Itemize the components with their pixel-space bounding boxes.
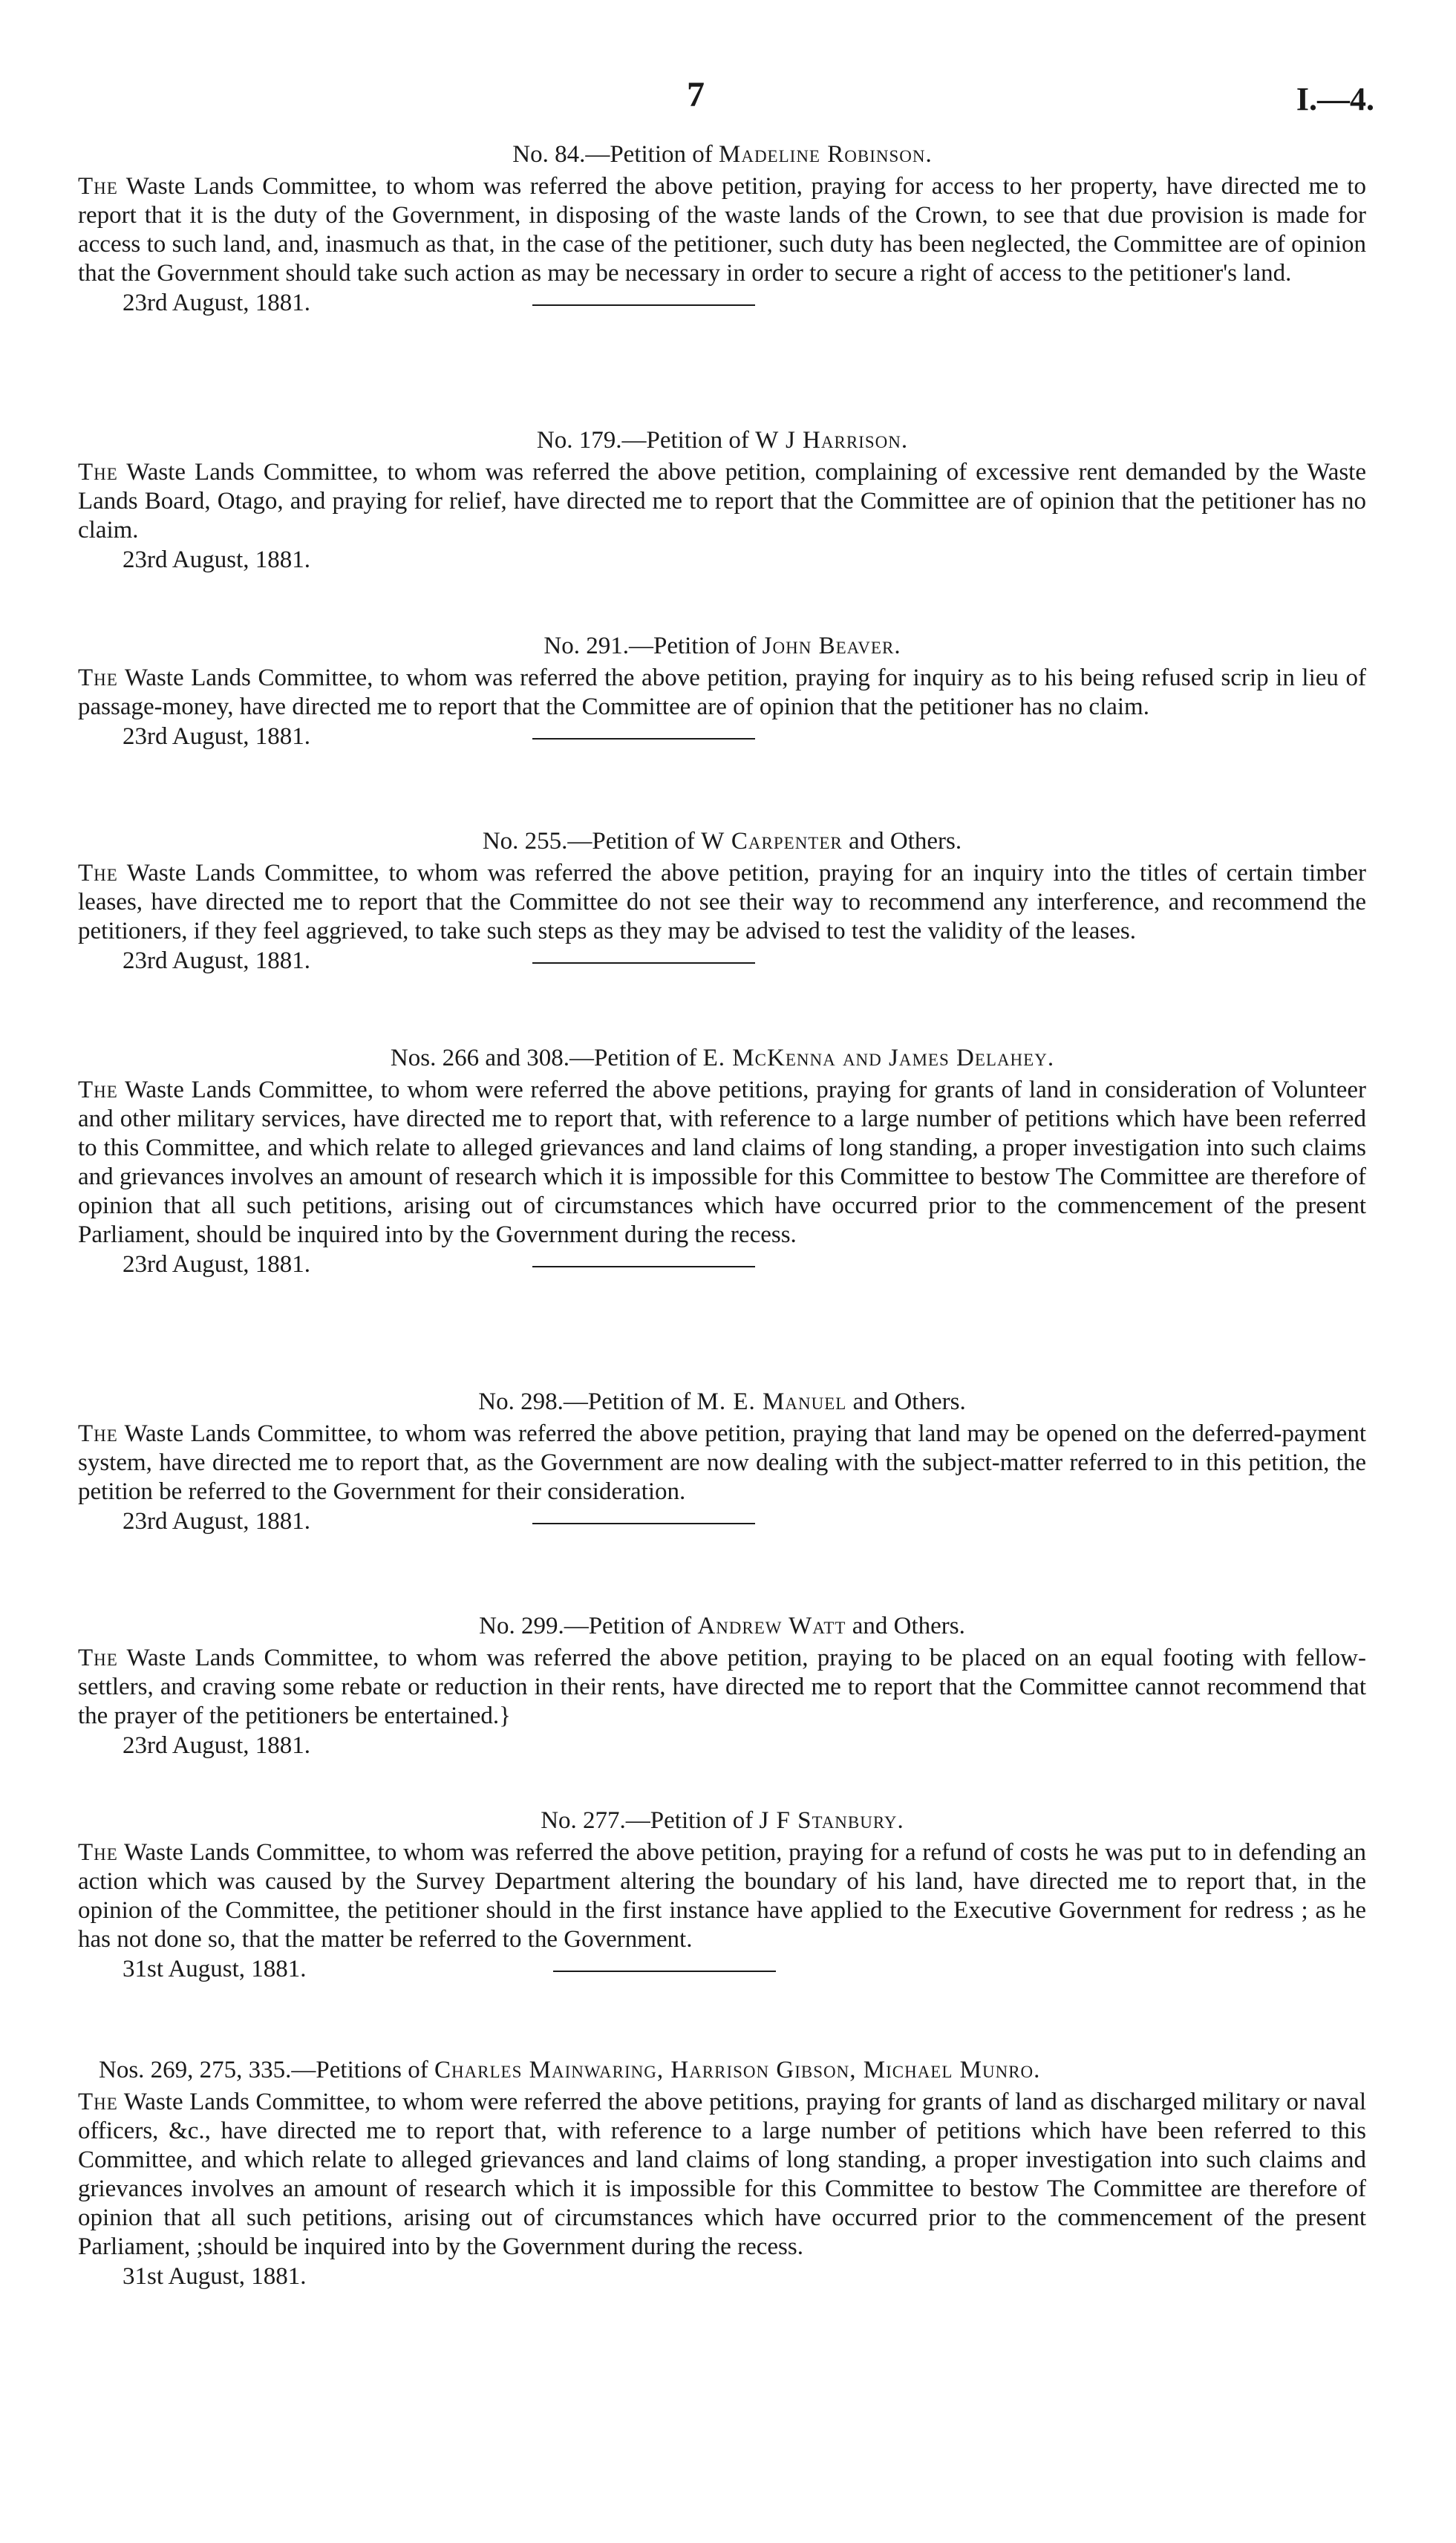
report-date: 23rd August, 1881. — [123, 290, 311, 316]
petition-report-text: The Waste Lands Committee, to whom was referred the above petition, praying for access to her property, have directed me to report that it is the duty of the Government, in disposing of the waste lands of the Crown, to see that due provision is made for access to such land, and, inasmuch as that, in the case of the petitioner, such duty has been neglected, the Committee are of opinion that the Government should take such action as may be necessary in order to secure a right of access to the petitioner's land. — [78, 173, 1366, 287]
petition-report-text: The Waste Lands Committee, to whom was referred the above petition, praying for an inquiry into the titles of certain timber leases, have directed me to report that the Committee do not see their way to recommend any interference, and recommend the petitioners, if they feel aggrieved, to take such steps as they may be advised to test the validity of the leases. — [78, 860, 1366, 944]
petition-heading: No. 291.—Petition of John Beaver. — [543, 633, 901, 659]
section-divider — [532, 304, 755, 306]
document-reference: I.—4. — [1296, 81, 1374, 117]
petition-heading: No. 277.—Petition of J F Stanbury. — [541, 1807, 904, 1834]
petition-entry — [78, 1806, 1366, 1984]
petitioner-name: Andrew Watt — [697, 1613, 846, 1639]
petition-report-text: The Waste Lands Committee, to whom was referred the above petition, complaining of excessive rent demanded by the Waste Lands Board, Otago, and praying for relief, have directed me to report that the Committee are of opinion that the petitioner has no claim. — [78, 459, 1366, 543]
petition-report-text: The Waste Lands Committee, to whom were referred the above petitions, praying for grants of land as discharged military or naval officers, &c., have directed me to report that, with reference to a large number of petitions which have been referred to this Committee, and which relate to alleged grievances and land claims of long standing, a proper investigation into such claims and grievances involves an amount of research which it is impossible for this Committee to bestow The Committee are therefore of opinion that all such petitions, arising out of circumstances which have occurred prior to the commencement of the present Parliament, ;should be inquired into by the Government during the recess. — [78, 2089, 1366, 2260]
report-date: 23rd August, 1881. — [123, 546, 311, 573]
petition-heading: No. 179.—Petition of W J Harrison. — [536, 427, 908, 454]
petition-report-text: The Waste Lands Committee, to whom were referred the above petitions, praying for grants of land in consideration of Volunteer and other military services, have directed me to report that, with reference to a large number of petitions which have been referred to this Committee, and which relate to alleged grievances and land claims of long standing, a proper investigation into such claims and grievances involves an amount of research which it is impossible for this Committee to bestow The Committee are therefore of opinion that all such petitions, arising out of circumstances which have occurred prior to the commencement of the present Parliament, should be inquired into by the Government during the recess. — [78, 1077, 1366, 1248]
section-divider — [532, 1523, 755, 1524]
petitioner-name: M. E. Manuel — [696, 1388, 847, 1415]
report-date: 23rd August, 1881. — [123, 723, 311, 750]
petitioner-name: Charles Mainwaring, Harrison Gibson, Michael Munro — [434, 2057, 1034, 2083]
petitioner-name: E. McKenna and James Delahey — [702, 1045, 1048, 1071]
petition-report-text: The Waste Lands Committee, to whom was referred the above petition, praying for a refund of costs he was put to in defending an action which was caused by the Survey Department altering the boundary of his land, have directed me to report that, in the opinion of the Committee, the petitioner should in the first instance have applied to the Executive Government for redress ; as he has not done so, that the matter be referred to the Government. — [78, 1839, 1366, 1953]
petition-entry — [78, 2055, 1366, 2291]
petitioner-name: W Carpenter — [701, 828, 843, 855]
petition-entry — [78, 631, 1366, 751]
petition-entry — [78, 1611, 1366, 1760]
petition-report-text: The Waste Lands Committee, to whom was referred the above petition, praying that land may be opened on the deferred-payment system, have directed me to report that, as the Government are now dealing with the subject-matter referred to in this petition, the petition be referred to the Government for their consideration. — [78, 1420, 1366, 1505]
petition-report-text: The Waste Lands Committee, to whom was referred the above petition, praying for inquiry as to his being refused scrip in lieu of passage-money, have directed me to report that the Committee are of opinion that the petitioner has no claim. — [78, 665, 1366, 720]
report-date: 23rd August, 1881. — [123, 1508, 311, 1535]
petition-heading: No. 84.—Petition of Madeline Robinson. — [512, 141, 932, 168]
report-date: 23rd August, 1881. — [123, 1732, 311, 1759]
section-divider — [532, 738, 755, 740]
report-date: 23rd August, 1881. — [123, 947, 311, 974]
section-divider — [532, 962, 755, 964]
section-divider — [532, 1266, 755, 1267]
petition-report-text: The Waste Lands Committee, to whom was referred the above petition, praying to be placed on an equal footing with fellow-settlers, and craving some rebate or reduction in their rents, have directed me to report that the Committee cannot recommend that the prayer of the petitioners be entertained.} — [78, 1645, 1366, 1729]
petitioner-name: J F Stanbury — [759, 1807, 898, 1834]
petition-heading: No. 255.—Petition of W Carpenter and Others. — [482, 828, 962, 855]
report-date: 31st August, 1881. — [123, 1956, 307, 1982]
petitioner-name: W J Harrison — [755, 427, 901, 454]
petition-entry — [78, 140, 1366, 318]
petitioner-name: John Beaver — [762, 633, 895, 659]
petition-heading: No. 299.—Petition of Andrew Watt and Others. — [479, 1613, 965, 1639]
petition-entry — [78, 1387, 1366, 1536]
report-date: 31st August, 1881. — [123, 2263, 307, 2290]
petitioner-name: Madeline Robinson — [719, 141, 926, 168]
petition-entry — [78, 1043, 1366, 1279]
section-divider — [553, 1971, 776, 1972]
petition-heading: Nos. 266 and 308.—Petition of E. McKenna and James Delahey. — [390, 1045, 1054, 1071]
petition-entry — [78, 826, 1366, 976]
page-number: 7 — [687, 75, 705, 114]
petition-heading: Nos. 269, 275, 335.—Petitions of Charles Mainwaring, Harrison Gibson, Michael Munro. — [99, 2057, 1040, 2083]
petition-heading: No. 298.—Petition of M. E. Manuel and Others. — [478, 1388, 966, 1415]
petition-entry — [78, 425, 1366, 575]
report-date: 23rd August, 1881. — [123, 1251, 311, 1278]
